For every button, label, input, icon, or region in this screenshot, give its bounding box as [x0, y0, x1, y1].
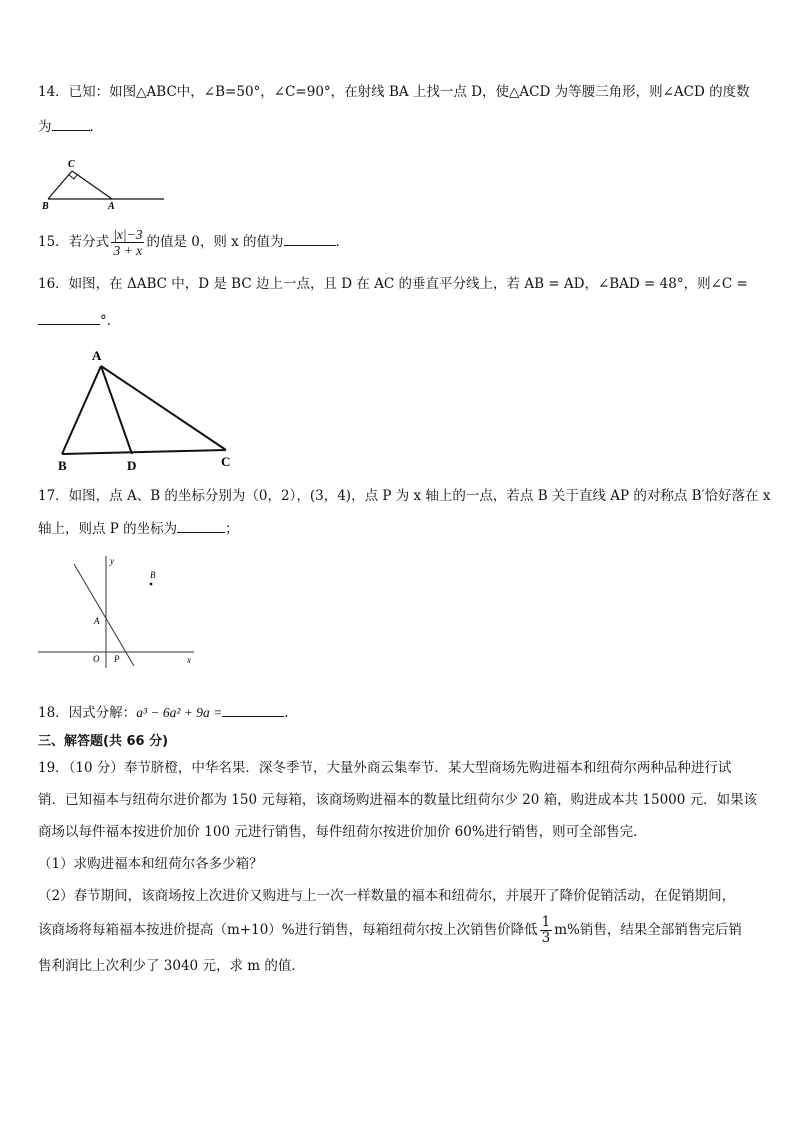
- q14-answer-blank[interactable]: [52, 116, 90, 131]
- q14-line2-prefix: 为: [38, 119, 52, 135]
- q17-point-b: [150, 583, 153, 586]
- q15-fraction: [111, 227, 144, 258]
- q16-label-a: A: [92, 348, 102, 363]
- q16-label-b: B: [58, 458, 67, 472]
- q16-figure: [48, 344, 248, 472]
- q14-label-b: B: [42, 201, 49, 212]
- q16-side-ab: [62, 366, 101, 454]
- q18-text: [38, 702, 760, 723]
- q16-line2-suffix: °．: [100, 313, 121, 329]
- section-3-title: 三、解答题(共 66 分): [38, 734, 169, 749]
- q19-frac-den: 3: [541, 930, 551, 946]
- q14-text-line1: 14．已知：如图△ABC中，∠B=50°，∠C=90°，在射线 BA 上找一点 D，使△ACD 为等腰三角形，则∠ACD 的度数: [38, 84, 750, 100]
- q17-label-o: O: [93, 654, 100, 664]
- q16-side-ac: [101, 366, 226, 450]
- q15-prefix: 15．若分式: [38, 234, 110, 250]
- q17-line2-suffix: ；: [225, 521, 239, 537]
- q18-suffix: .: [284, 705, 289, 721]
- q19-part2-line3: 售利润比上次利少了 3040 元，求 m 的值．: [38, 958, 305, 974]
- q17-label-p: P: [114, 654, 120, 664]
- q19-text-line1: 19．（10 分）奉节脐橙，中华名果．深冬季节，大量外商云集奉节．某大型商场先购进福本和纽荷尔两种品种进行试: [38, 760, 732, 776]
- q14-figure: [38, 155, 173, 213]
- q19-part2-line2-suffix: m%销售，结果全部销售完后销: [554, 922, 742, 938]
- q16-answer-blank[interactable]: [38, 310, 100, 325]
- q19-part2-line2-prefix: 该商场将每箱福本按进价提高（m+10）%进行销售，每箱纽荷尔按上次销售价降低: [38, 922, 538, 938]
- q17-figure: [36, 550, 201, 670]
- q19-text-line2: 销．已知福本与纽荷尔进价都为 150 元每箱，该商场购进福本的数量比纽荷尔少 20 箱，购进成本共 15000 元．如果该: [38, 792, 758, 808]
- q17-text-line2: [38, 518, 760, 539]
- q19-part2-line1: （2）春节期间，该商场按上次进价又购进与上一次一样数量的福本和纽荷尔，并展开了降价促销活动，在促销期间，: [38, 888, 736, 904]
- q14-side-bc: [48, 171, 72, 199]
- q19-frac-num: 1: [541, 914, 551, 930]
- q15-middle: 的值是 0，则 x 的值为: [146, 234, 284, 250]
- q19-part2-line2: [38, 914, 760, 946]
- q16-text-line2: [38, 310, 760, 331]
- q17-label-y: y: [110, 556, 114, 566]
- q17-answer-blank[interactable]: [177, 518, 225, 533]
- q14-text-line2: [38, 116, 760, 137]
- q17-label-a: A: [94, 616, 100, 626]
- q14-line2-suffix: ．: [89, 119, 103, 135]
- q14-right-angle-mark: [69, 175, 77, 179]
- q15-numerator: |x|−3: [113, 227, 143, 242]
- q18-prefix: 18．因式分解：: [38, 705, 137, 721]
- q17-label-x: x: [187, 655, 191, 665]
- q16-side-ad: [101, 366, 132, 454]
- q17-line-ap: [74, 564, 134, 666]
- q17-label-b: B: [150, 570, 156, 580]
- q15-answer-blank[interactable]: [284, 231, 336, 246]
- q19-text-line3: 商场以每件福本按进价加价 100 元进行销售，每件纽荷尔按进价加价 60%进行销售，则可全部售完．: [38, 824, 647, 840]
- q14-label-c: C: [68, 159, 75, 170]
- q15-suffix: ．: [335, 234, 350, 250]
- q15-denominator: 3 + x: [113, 243, 143, 258]
- q18-answer-blank[interactable]: [222, 702, 284, 717]
- q19-part1: （1）求购进福本和纽荷尔各多少箱？: [38, 856, 263, 872]
- q14-side-ca: [72, 171, 112, 199]
- q17-text-line1: 17．如图，点 A、B 的坐标分别为（0，2），(3，4)，点 P 为 x 轴上的一点，若点 B 关于直线 AP 的对称点 B′恰好落在 x: [38, 488, 771, 504]
- q16-label-d: D: [127, 458, 137, 472]
- q16-text-line1: 16．如图，在 ΔABC 中，D 是 BC 边上一点，且 D 在 AC 的垂直平分线上，若 AB = AD，∠BAD = 48°，则∠C =: [38, 276, 748, 292]
- q19-fraction: [540, 915, 553, 946]
- q15-text: [38, 226, 760, 258]
- q16-side-bc: [62, 450, 226, 454]
- q18-expression: a³ − 6a² + 9a =: [136, 705, 223, 720]
- q16-label-c: C: [221, 454, 231, 469]
- q14-label-a: A: [108, 201, 115, 212]
- q17-line2-prefix: 轴上，则点 P 的坐标为: [38, 521, 178, 537]
